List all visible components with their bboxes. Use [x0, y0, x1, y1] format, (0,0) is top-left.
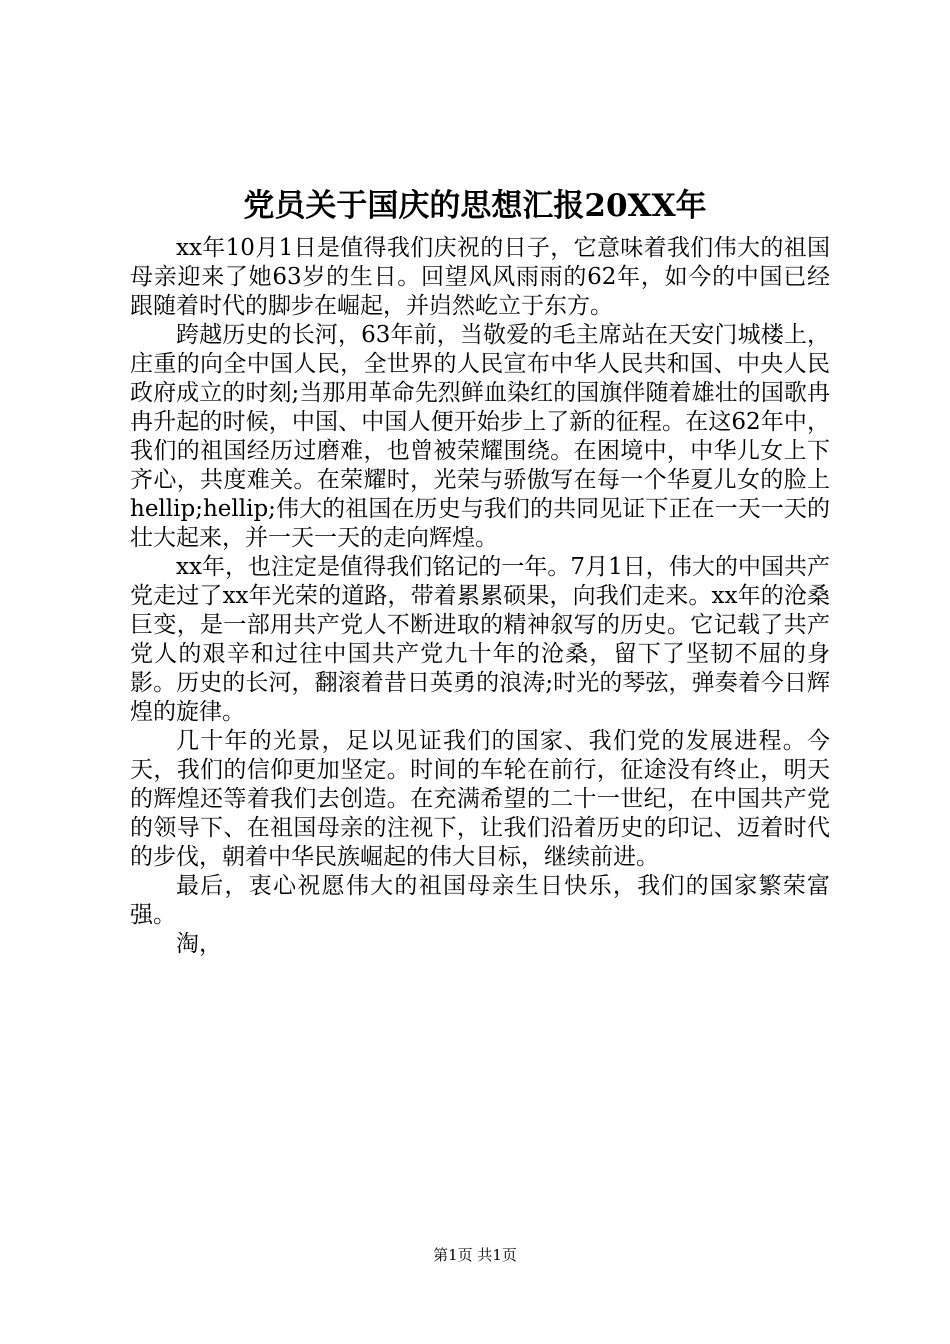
paragraph-1: xx年10月1日是值得我们庆祝的日子，它意味着我们伟大的祖国母亲迎来了她63岁的生日。回望风风雨雨的62年，如今的中国已经跟随着时代的脚步在崛起，并岿然屹立于东方。	[130, 235, 830, 319]
document-title: 党员关于国庆的思想汇报20XX年	[243, 188, 707, 224]
paragraph-6: 淘，	[176, 931, 222, 957]
document-body	[130, 234, 830, 959]
paragraph-4: 几十年的光景，足以见证我们的国家、我们党的发展进程。今天，我们的信仰更加坚定。时间的车轮在前行，征途没有终止，明天的辉煌还等着我们去创造。在充满希望的二十一世纪，在中国共产党的领导下、在祖国母亲的注视下，让我们沿着历史的印记、迈着时代的步伐，朝着中华民族崛起的伟大目标，继续前进。	[130, 728, 830, 870]
paragraph-2: 跨越历史的长河，63年前，当敬爱的毛主席站在天安门城楼上，庄重的向全中国人民，全世界的人民宣布中华人民共和国、中央人民政府成立的时刻;当那用革命先烈鲜血染红的国旗伴随着雄壮的国歌冉冉升起的时候，中国、中国人便开始步上了新的征程。在这62年中，我们的祖国经历过磨难，也曾被荣耀围绕。在困境中，中华儿女上下齐心，共度难关。在荣耀时，光荣与骄傲写在每一个华夏儿女的脸上hellip;hellip;伟大的祖国在历史与我们的共同见证下正在一天一天的壮大起来，并一天一天的走向辉煌。	[130, 322, 830, 551]
paragraph-3: xx年，也注定是值得我们铭记的一年。7月1日，伟大的中国共产党走过了xx年光荣的道路，带着累累硕果，向我们走来。xx年的沧桑巨变，是一部用共产党人不断进取的精神叙写的历史。它记载了共产党人的艰辛和过往中国共产党九十年的沧桑，留下了坚韧不屈的身影。历史的长河，翻滚着昔日英勇的浪涛;时光的琴弦，弹奏着今日辉煌的旋律。	[130, 554, 830, 725]
page-number-footer: 第1页 共1页	[433, 1246, 517, 1264]
paragraph-5: 最后，衷心祝愿伟大的祖国母亲生日快乐，我们的国家繁荣富强。	[130, 873, 830, 928]
